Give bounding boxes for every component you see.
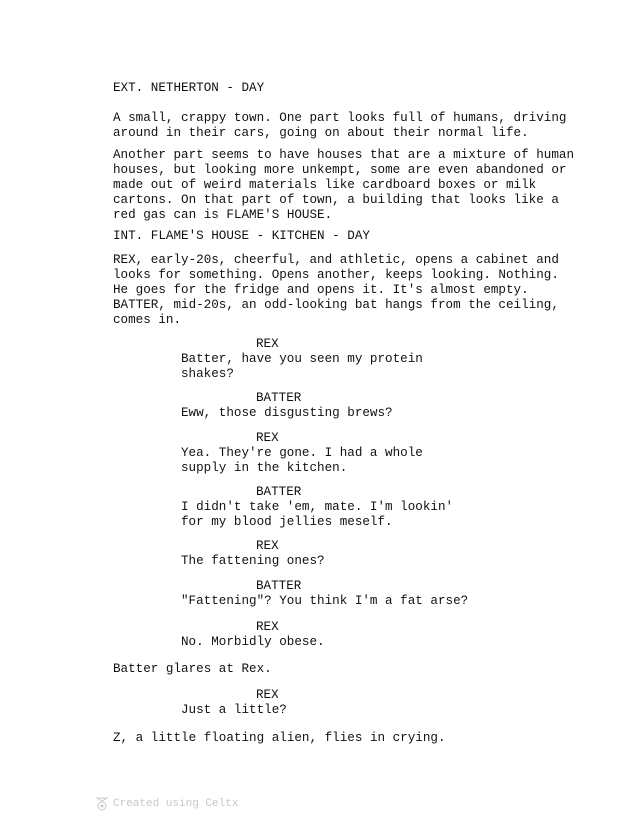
celtx-footer [96, 797, 238, 811]
character-name: BATTER [256, 485, 302, 499]
footer-text: Created using Celtx [113, 798, 239, 810]
character-name: REX [256, 431, 279, 445]
action-line: Batter glares at Rex. [113, 662, 272, 676]
character-name: REX [256, 620, 279, 634]
action-line: He goes for the fridge and opens it. It's almost empty. [113, 283, 529, 297]
scene-heading: INT. FLAME'S HOUSE - KITCHEN - DAY [113, 229, 370, 243]
dialogue-line: supply in the kitchen. [181, 461, 348, 475]
character-name: REX [256, 539, 279, 553]
action-line: comes in. [113, 313, 182, 327]
action-line: Z, a little floating alien, flies in crying. [113, 731, 446, 745]
dialogue-line: Just a little? [181, 703, 287, 717]
action-line: around in their cars, going on about their normal life. [113, 126, 529, 140]
action-line: made out of weird materials like cardboard boxes or milk [113, 178, 537, 192]
celtx-logo-icon [96, 797, 108, 811]
action-line: houses, but looking more unkempt, some are even abandoned or [113, 163, 567, 177]
character-name: REX [256, 688, 279, 702]
action-line: red gas can is FLAME'S HOUSE. [113, 208, 333, 222]
dialogue-line: for my blood jellies meself. [181, 515, 393, 529]
action-line: looks for something. Opens another, keeps looking. Nothing. [113, 268, 559, 282]
scene-heading: EXT. NETHERTON - DAY [113, 81, 265, 95]
action-line: Another part seems to have houses that are a mixture of human [113, 148, 575, 162]
action-line: BATTER, mid-20s, an odd-looking bat hangs from the ceiling, [113, 298, 559, 312]
action-line: A small, crappy town. One part looks full of humans, driving [113, 111, 567, 125]
character-name: REX [256, 337, 279, 351]
action-line: REX, early-20s, cheerful, and athletic, opens a cabinet and [113, 253, 559, 267]
action-line: cartons. On that part of town, a building that looks like a [113, 193, 559, 207]
dialogue-line: Batter, have you seen my protein [181, 352, 423, 366]
dialogue-line: The fattening ones? [181, 554, 325, 568]
dialogue-line: Yea. They're gone. I had a whole [181, 446, 423, 460]
dialogue-line: shakes? [181, 367, 234, 381]
dialogue-line: No. Morbidly obese. [181, 635, 325, 649]
character-name: BATTER [256, 579, 302, 593]
character-name: BATTER [256, 391, 302, 405]
dialogue-line: I didn't take 'em, mate. I'm lookin' [181, 500, 454, 514]
dialogue-line: Eww, those disgusting brews? [181, 406, 393, 420]
dialogue-line: "Fattening"? You think I'm a fat arse? [181, 594, 469, 608]
